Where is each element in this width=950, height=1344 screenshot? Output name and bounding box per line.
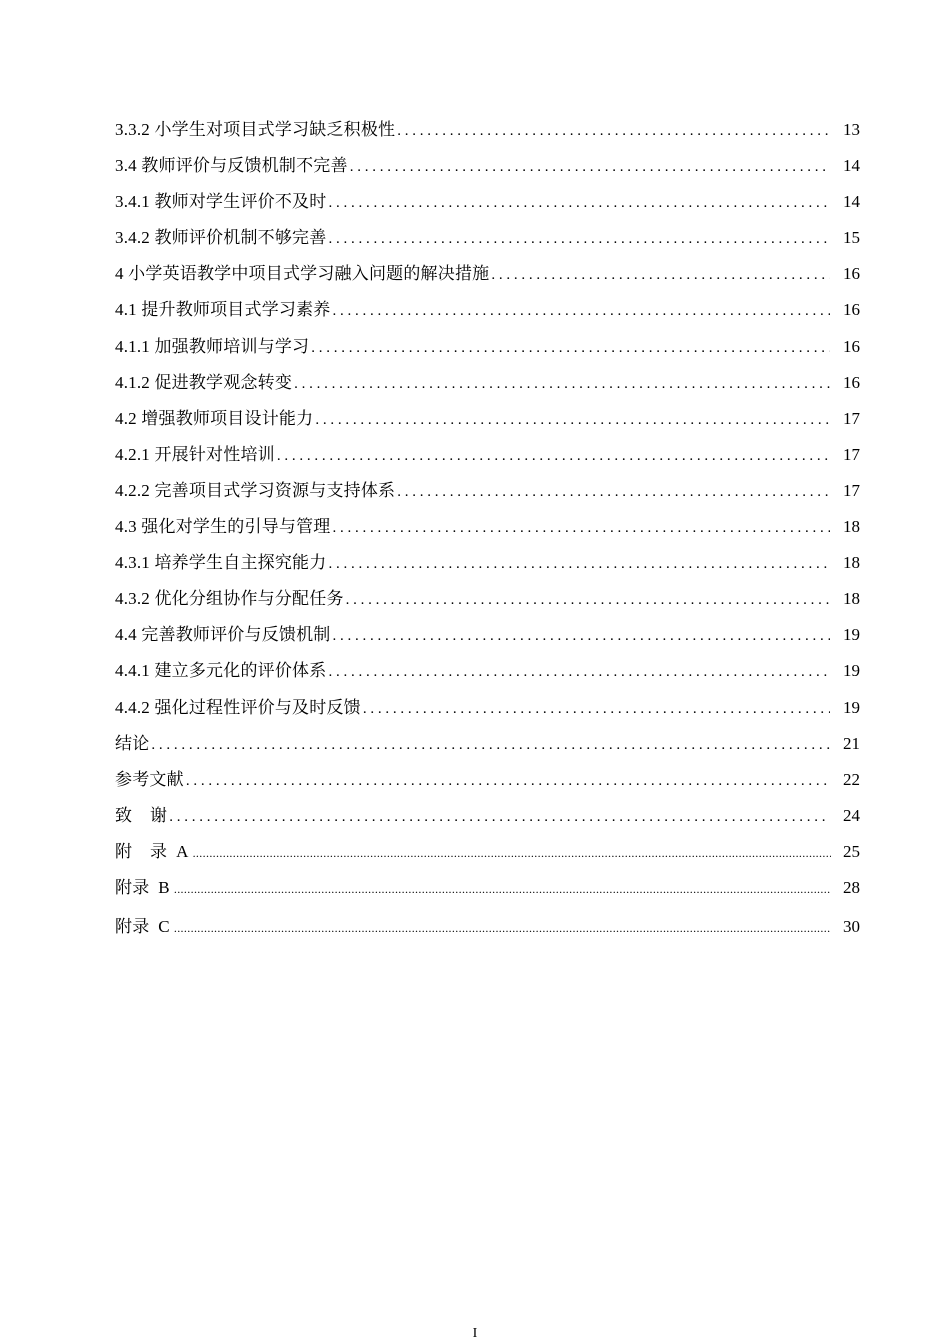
toc-entry-title: 4.2.2 完善项目式学习资源与支持体系 bbox=[115, 480, 396, 500]
toc-entry[interactable] bbox=[115, 834, 860, 870]
toc-entry-title: 3.4.2 教师评价机制不够完善 bbox=[115, 228, 327, 248]
toc-entry-page: 19 bbox=[843, 661, 860, 681]
dot-leader bbox=[193, 835, 831, 871]
toc-entry[interactable] bbox=[115, 148, 860, 184]
toc-entry-title: 4.2 增强教师项目设计能力 bbox=[115, 408, 314, 428]
toc-entry-title: 4.4.2 强化过程性评价与及时反馈 bbox=[115, 697, 361, 717]
toc-entry[interactable] bbox=[115, 473, 860, 509]
dot-leader bbox=[333, 293, 831, 329]
toc-entry[interactable] bbox=[115, 220, 860, 256]
toc-entry-title: 4.3 强化对学生的引导与管理 bbox=[115, 517, 331, 537]
toc-entry-page: 25 bbox=[843, 841, 860, 861]
toc-entry-page: 22 bbox=[843, 769, 860, 789]
dot-leader bbox=[491, 257, 830, 293]
toc-entry[interactable] bbox=[115, 292, 860, 328]
toc-entry[interactable] bbox=[115, 329, 860, 365]
toc-entry-title: 4.4.1 建立多元化的评价体系 bbox=[115, 661, 327, 681]
dot-leader bbox=[294, 366, 830, 402]
dot-leader bbox=[397, 474, 830, 510]
toc-entry[interactable] bbox=[115, 437, 860, 473]
toc-entry-title: 3.3.2 小学生对项目式学习缺乏积极性 bbox=[115, 120, 396, 139]
dot-leader bbox=[350, 149, 830, 185]
toc-entry-title: 4.4 完善教师评价与反馈机制 bbox=[115, 625, 331, 645]
table-of-contents bbox=[115, 112, 860, 945]
toc-entry[interactable] bbox=[115, 256, 860, 292]
toc-entry-page: 16 bbox=[843, 264, 860, 284]
toc-entry[interactable] bbox=[115, 365, 860, 401]
toc-entry-title: 4.3.2 优化分组协作与分配任务 bbox=[115, 589, 344, 609]
toc-entry-title: 4.3.1 培养学生自主探究能力 bbox=[115, 553, 327, 573]
toc-entry-page: 15 bbox=[843, 228, 860, 248]
toc-entry[interactable] bbox=[115, 762, 860, 798]
toc-entry-page: 18 bbox=[843, 589, 860, 609]
dot-leader bbox=[328, 221, 830, 257]
dot-leader bbox=[397, 113, 830, 149]
dot-leader bbox=[311, 330, 830, 366]
toc-entry[interactable] bbox=[115, 509, 860, 545]
toc-entry-title: 参考文献 bbox=[115, 769, 184, 789]
dot-leader bbox=[186, 763, 830, 799]
dot-leader bbox=[346, 582, 830, 618]
toc-entry[interactable] bbox=[115, 798, 860, 834]
dot-leader bbox=[333, 618, 831, 654]
toc-entry-page: 13 bbox=[843, 120, 860, 139]
dot-leader bbox=[315, 402, 830, 438]
toc-entry-title: 3.4.1 教师对学生评价不及时 bbox=[115, 192, 327, 212]
toc-entry-page: 14 bbox=[843, 156, 860, 176]
toc-entry-title: 4.1 提升教师项目式学习素养 bbox=[115, 300, 331, 320]
dot-leader bbox=[174, 910, 831, 946]
dot-leader bbox=[328, 546, 830, 582]
toc-entry-title: 3.4 教师评价与反馈机制不完善 bbox=[115, 156, 348, 176]
toc-entry-page: 16 bbox=[843, 300, 860, 320]
toc-entry[interactable] bbox=[115, 870, 860, 906]
dot-leader bbox=[333, 510, 831, 546]
dot-leader bbox=[151, 727, 830, 763]
dot-leader bbox=[363, 691, 830, 727]
toc-entry-page: 30 bbox=[843, 917, 860, 937]
toc-entry[interactable] bbox=[115, 690, 860, 726]
toc-entry-title: 4 小学英语教学中项目式学习融入问题的解决措施 bbox=[115, 264, 490, 284]
toc-entry-page: 16 bbox=[843, 336, 860, 356]
toc-entry-page: 16 bbox=[843, 372, 860, 392]
toc-entry[interactable] bbox=[115, 653, 860, 689]
toc-entry-page: 18 bbox=[843, 553, 860, 573]
page-number: I bbox=[472, 1326, 478, 1341]
toc-entry[interactable] bbox=[115, 726, 860, 762]
toc-entry[interactable] bbox=[115, 909, 860, 945]
toc-entry[interactable] bbox=[115, 184, 860, 220]
dot-leader bbox=[174, 871, 831, 907]
toc-entry-page: 19 bbox=[843, 697, 860, 717]
toc-entry-title: 附 录 A bbox=[115, 841, 189, 861]
toc-entry-title: 4.1.1 加强教师培训与学习 bbox=[115, 336, 310, 356]
toc-entry-page: 24 bbox=[843, 805, 860, 825]
toc-entry-page: 17 bbox=[843, 444, 860, 464]
toc-entry-title: 结论 bbox=[115, 733, 150, 753]
toc-entry-title: 附录 B bbox=[115, 877, 170, 897]
dot-leader bbox=[169, 799, 830, 835]
toc-entry-page: 14 bbox=[843, 192, 860, 212]
toc-entry-title: 4.1.2 促进教学观念转变 bbox=[115, 372, 293, 392]
toc-entry-page: 21 bbox=[843, 733, 860, 753]
toc-entry[interactable] bbox=[115, 401, 860, 437]
toc-entry[interactable] bbox=[115, 617, 860, 653]
toc-entry[interactable] bbox=[115, 581, 860, 617]
toc-entry-page: 18 bbox=[843, 517, 860, 537]
toc-entry-title: 4.2.1 开展针对性培训 bbox=[115, 444, 275, 464]
toc-entry-title: 致 谢 bbox=[115, 805, 168, 825]
toc-entry-page: 28 bbox=[843, 877, 860, 897]
dot-leader bbox=[277, 438, 830, 474]
toc-entry-page: 17 bbox=[843, 408, 860, 428]
toc-entry[interactable] bbox=[115, 545, 860, 581]
dot-leader bbox=[328, 654, 830, 690]
toc-entry-title: 附录 C bbox=[115, 917, 170, 937]
dot-leader bbox=[328, 185, 830, 221]
toc-entry-page: 17 bbox=[843, 480, 860, 500]
toc-entry[interactable] bbox=[115, 112, 860, 148]
toc-entry-page: 19 bbox=[843, 625, 860, 645]
